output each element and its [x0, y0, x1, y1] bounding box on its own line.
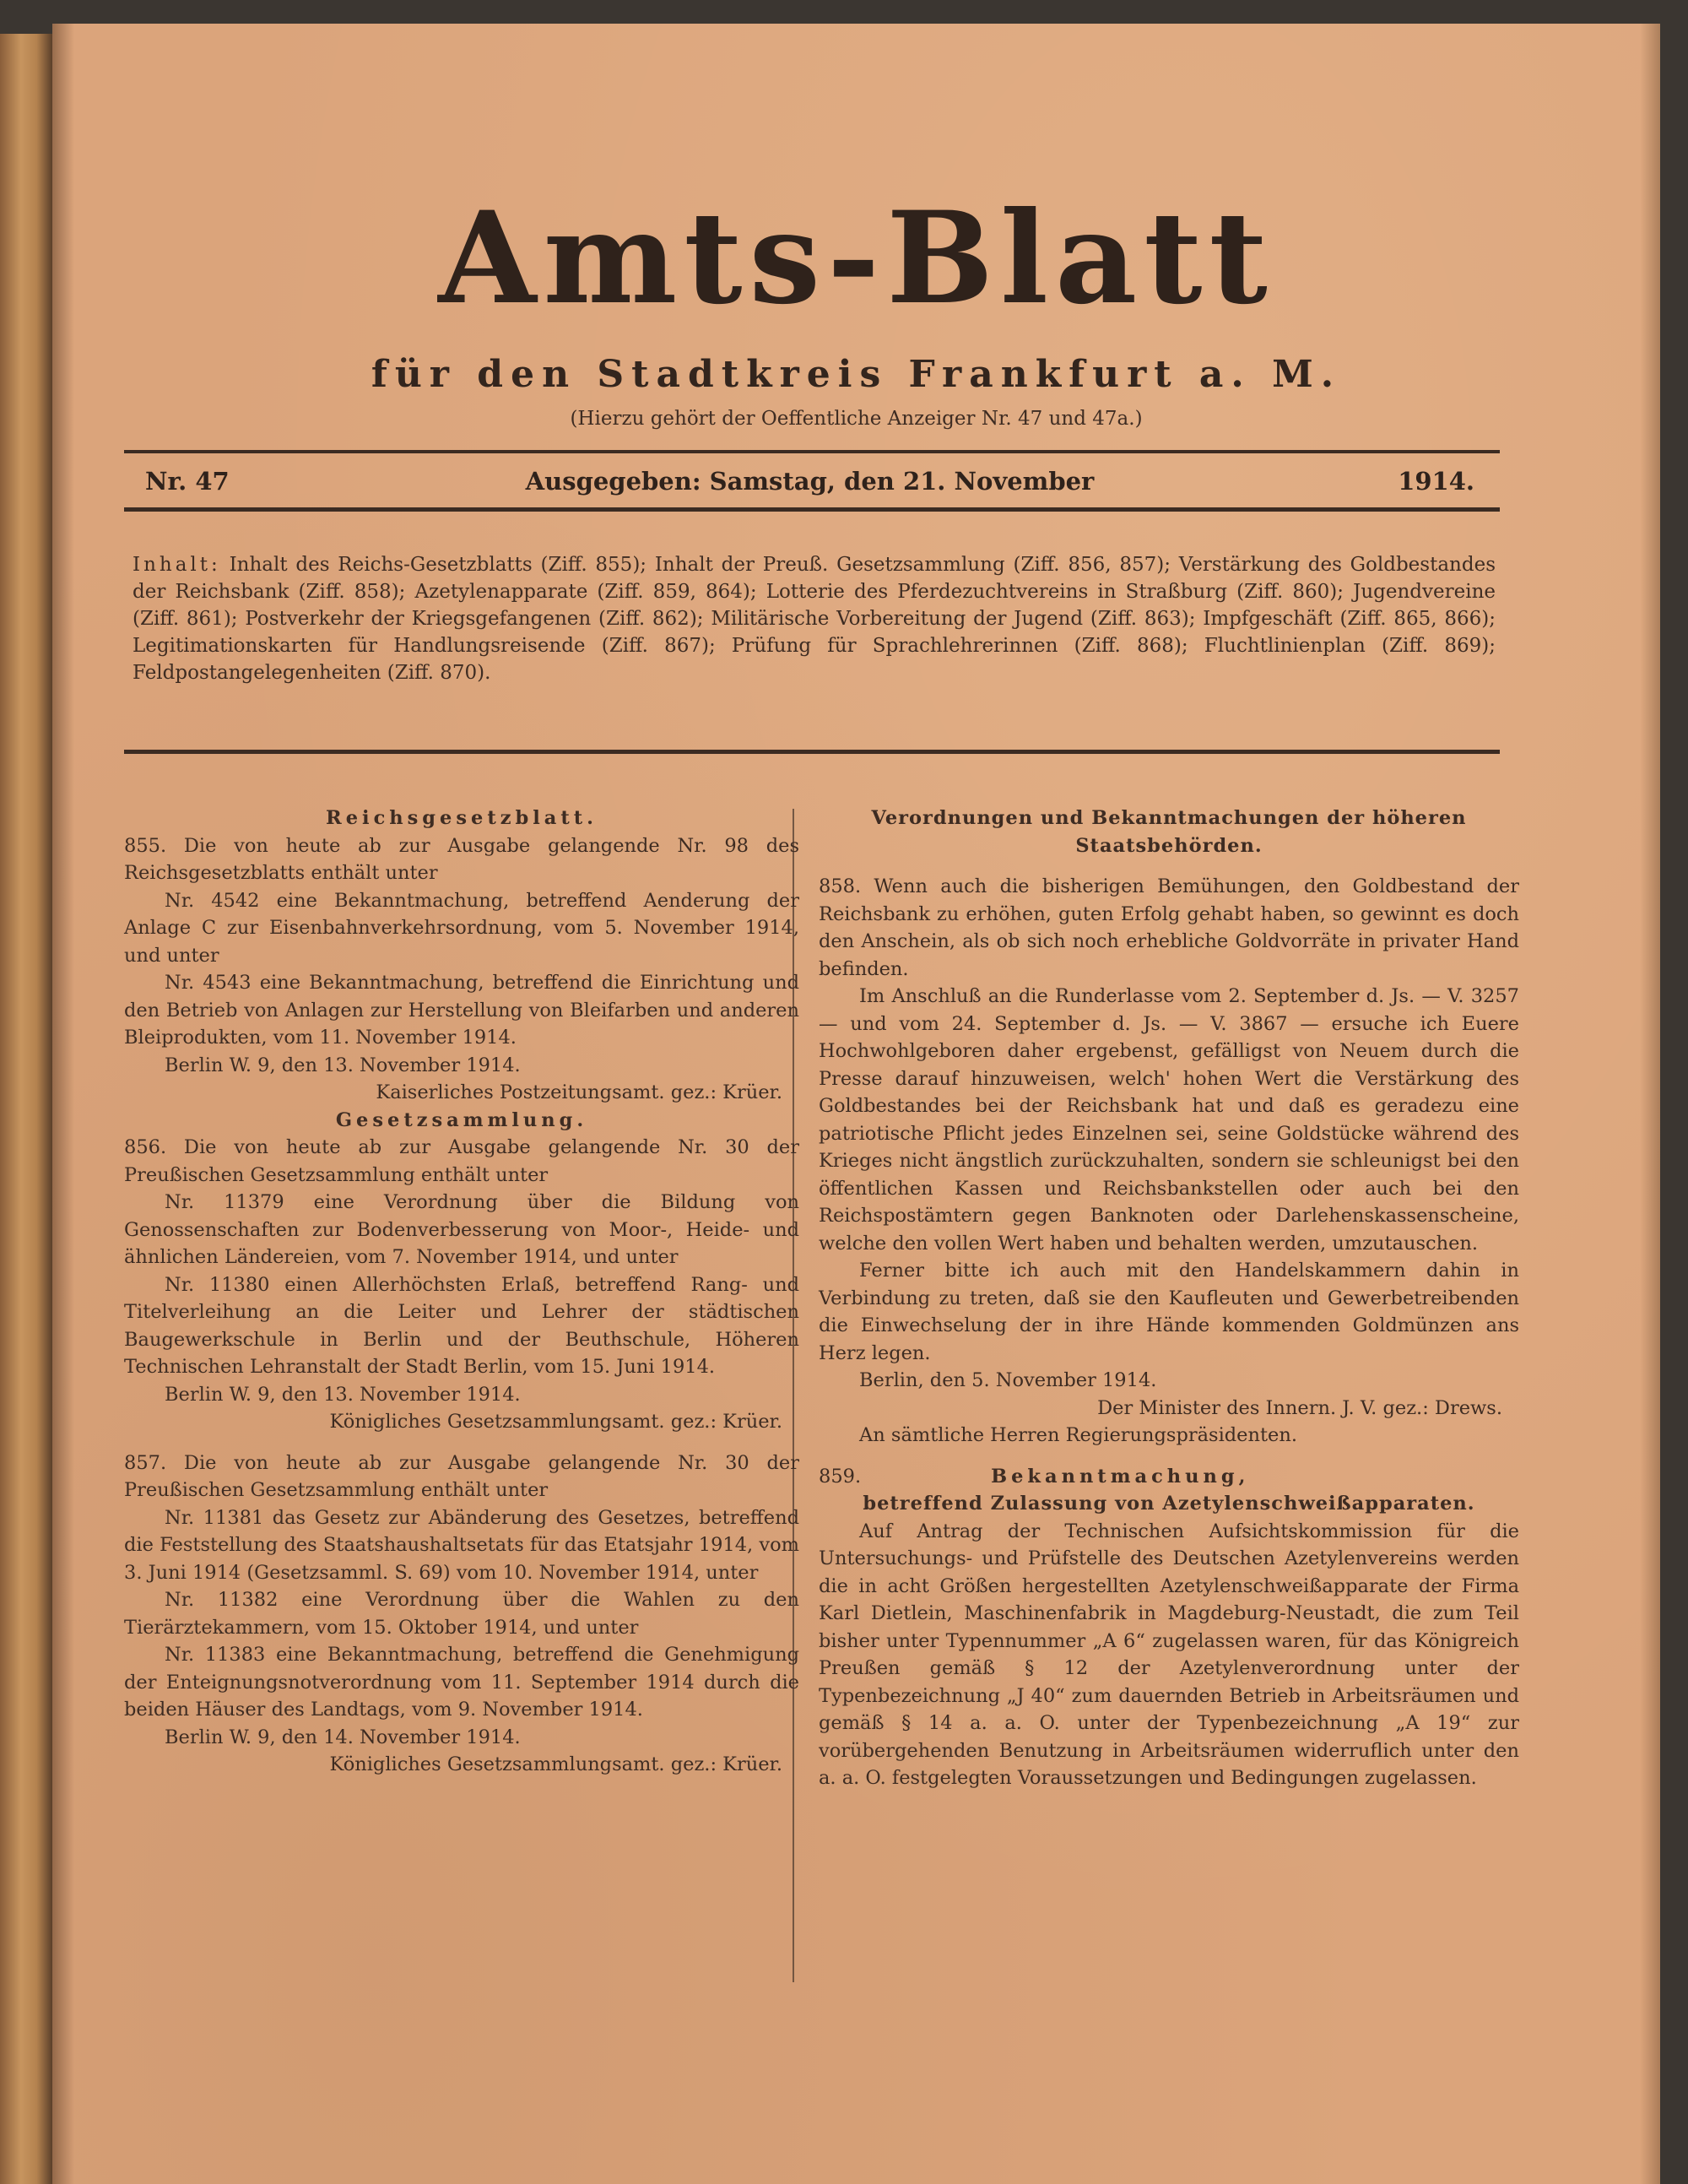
item-857-a: Nr. 11381 das Gesetz zur Abänderung des Gesetzes, betreffend die Feststellung des Staatshaushaltsetats für das Etatsjahr 1914, vom 3. Juni 1914 (Gesetzsamml. S. 69) vom 10. November 1914, unter: [124, 1506, 799, 1584]
rule-below-contents: [124, 750, 1500, 754]
spacer: [124, 1436, 799, 1450]
item-856-signature: Königliches Gesetzsammlungsamt. gez.: Krüer.: [329, 1411, 782, 1433]
item-858-addressee: An sämtliche Herren Regierungspräsidenten.: [859, 1424, 1297, 1446]
contents-lead: Inhalt:: [133, 554, 221, 576]
item-859-number: 859.: [819, 1465, 862, 1488]
heading-verordnungen: Verordnungen und Bekanntmachungen der höheren Staatsbehörden.: [871, 807, 1467, 857]
item-855: 855. Die von heute ab zur Ausgabe gelangende Nr. 98 des Reichsgesetzblatts enthält unter: [124, 834, 799, 884]
issue-year: 1914.: [1398, 467, 1474, 496]
item-855-a: Nr. 4542 eine Bekanntmachung, betreffend Aenderung der Anlage C zur Eisenbahnverkehrsordnung, vom 5. November 1914, und unter: [124, 889, 799, 967]
masthead-title: Amts-Blatt: [438, 184, 1274, 333]
right-column: [802, 805, 1519, 1792]
item-856-a: Nr. 11379 eine Verordnung über die Bildung von Genossenschaften zur Bodenverbesserung von Moor-, Heide- und ähnlichen Ländereien, vom 7. November 1914, und unter: [124, 1191, 799, 1268]
heading-betreffend: betreffend Zulassung von Azetylenschweißapparaten.: [863, 1493, 1475, 1515]
item-855-signature: Kaiserliches Postzeitungsamt. gez.: Krüer.: [376, 1081, 782, 1103]
item-856-location: Berlin W. 9, den 13. November 1914.: [165, 1383, 521, 1406]
item-858-location: Berlin, den 5. November 1914.: [859, 1369, 1157, 1391]
item-859-heading-line: [819, 1463, 1519, 1491]
item-855-location: Berlin W. 9, den 13. November 1914.: [165, 1054, 521, 1076]
masthead-note: (Hierzu gehört der Oeffentliche Anzeiger Nr. 47 und 47a.): [570, 408, 1143, 430]
item-856: 856. Die von heute ab zur Ausgabe gelangende Nr. 30 der Preußischen Gesetzsammlung enthält unter: [124, 1136, 799, 1186]
masthead-subtitle: für den Stadtkreis Frankfurt a. M.: [371, 353, 1342, 396]
spacer: [819, 859, 1519, 873]
item-856-b: Nr. 11380 einen Allerhöchsten Erlaß, betreffend Rang- und Titelverleihung an die Leiter und Lehrer der städtischen Baugewerkschule in Berlin und der Beuthschule, Höheren Technischen Lehranstalt der Stadt Berlin, vom 15. Juni 1914.: [124, 1273, 799, 1378]
item-857-location: Berlin W. 9, den 14. November 1914.: [165, 1726, 521, 1748]
spacer: [819, 1450, 1519, 1463]
issue-number: Nr. 47: [145, 467, 230, 496]
heading-reichsgesetzblatt: Reichsgesetzblatt.: [326, 807, 598, 829]
item-855-b: Nr. 4543 eine Bekanntmachung, betreffend die Einrichtung und den Betrieb von Anlagen zur Herstellung von Bleifarben und anderen Bleiprodukten, vom 11. November 1914.: [124, 972, 799, 1049]
item-858-a: Im Anschluß an die Runderlasse vom 2. September d. Js. — V. 3257 — und vom 24. September d. Js. — V. 3867 — ersuche ich Euere Hochwohlgeboren daher ergebenst, gefälligst von Neuem durch die Presse darauf hinzuweisen, welch' hohen Wert die Verstärkung des Goldbestandes bei der Reichsbank hat und daß es geradezu eine patriotische Pflicht jedes Einzelnen sei, seine Goldstücke während des Krieges nicht ängstlich zurückzuhalten, sondern sie schleunigst bei den öffentlichen Kassen und Reichsbankstellen oder auch bei den Reichspostämtern gegen Banknoten oder Darlehenskassenscheine, welche den vollen Wert haben und behalten werden, umzutauschen.: [819, 985, 1519, 1255]
rule-top: [124, 450, 1500, 453]
issue-line: [145, 467, 1474, 501]
item-857-b: Nr. 11382 eine Verordnung über die Wahlen zu den Tierärztekammern, vom 15. Oktober 1914, und unter: [124, 1589, 799, 1639]
newspaper-page: [52, 24, 1660, 2184]
left-column: [124, 805, 799, 1779]
item-859: Auf Antrag der Technischen Aufsichtskommission für die Untersuchungs- und Prüfstelle des Deutschen Azetylenvereins werden die in acht Größen hergestellten Azetylenschweißapparate der Firma Karl Dietlein, Maschinenfabrik in Magdeburg-Neustadt, die zum Teil bisher unter Typennummer „A 6“ zugelassen waren, für das Königreich Preußen gemäß § 12 der Azetylenverordnung unter der Typenbezeichnung „J 40“ zum dauernden Betrieb in Arbeitsräumen und gemäß § 14 a. a. O. unter der Typenbezeichnung „A 19“ zur vorübergehenden Benutzung in Arbeitsräumen widerruflich unter den a. a. O. festgelegten Voraussetzungen und Bedingungen zugelassen.: [819, 1520, 1519, 1789]
item-857-signature: Königliches Gesetzsammlungsamt. gez.: Krüer.: [329, 1753, 782, 1775]
heading-gesetzsammlung: Gesetzsammlung.: [335, 1108, 588, 1131]
heading-bekanntmachung: Bekanntmachung,: [991, 1465, 1250, 1488]
fold-shadow: [52, 24, 74, 2184]
issue-date: Ausgegeben: Samstag, den 21. November: [525, 467, 1095, 496]
item-858-b: Ferner bitte ich auch mit den Handelskammern dahin in Verbindung zu treten, daß sie den Kaufleuten und Gewerbetreibenden die Einwechselung der in ihre Hände kommenden Goldmünzen ans Herz legen.: [819, 1260, 1519, 1364]
table-of-contents: [133, 551, 1496, 686]
left-page-edge: [0, 34, 52, 2184]
item-858-signature: Der Minister des Innern. J. V. gez.: Drews.: [1097, 1396, 1502, 1419]
contents-text: Inhalt des Reichs-Gesetzblatts (Ziff. 855); Inhalt der Preuß. Gesetzsammlung (Ziff. 856, 857); Verstärkung des Goldbestandes der Reichsbank (Ziff. 858); Azetylenapparate (Ziff. 859, 864); Lotterie des Pferdezuchtvereins in Straßburg (Ziff. 860); Jugendvereine (Ziff. 861); Postverkehr der Kriegsgefangenen (Ziff. 862); Militärische Vorbereitung der Jugend (Ziff. 863); Impfgeschäft (Ziff. 865, 866); Legitimationskarten für Handlungsreisende (Ziff. 867); Prüfung für Sprachlehrerinnen (Ziff. 868); Fluchtlinienplan (Ziff. 869); Feldpostangelegenheiten (Ziff. 870).: [133, 554, 1496, 684]
item-858: 858. Wenn auch die bisherigen Bemühungen, den Goldbestand der Reichsbank zu erhöhen, guten Erfolg gehabt haben, so gewinnt es doch den Anschein, als ob sich noch erhebliche Goldvorräte in privater Hand befinden.: [819, 875, 1519, 980]
rule-below-issue: [124, 507, 1500, 512]
page-edge-shadow: [1640, 24, 1660, 2184]
item-857-c: Nr. 11383 eine Bekanntmachung, betreffend die Genehmigung der Enteignungsnotverordnung vom 11. September 1914 durch die beiden Häuser des Landtags, vom 9. November 1914.: [124, 1644, 799, 1721]
item-857: 857. Die von heute ab zur Ausgabe gelangende Nr. 30 der Preußischen Gesetzsammlung enthält unter: [124, 1451, 799, 1501]
